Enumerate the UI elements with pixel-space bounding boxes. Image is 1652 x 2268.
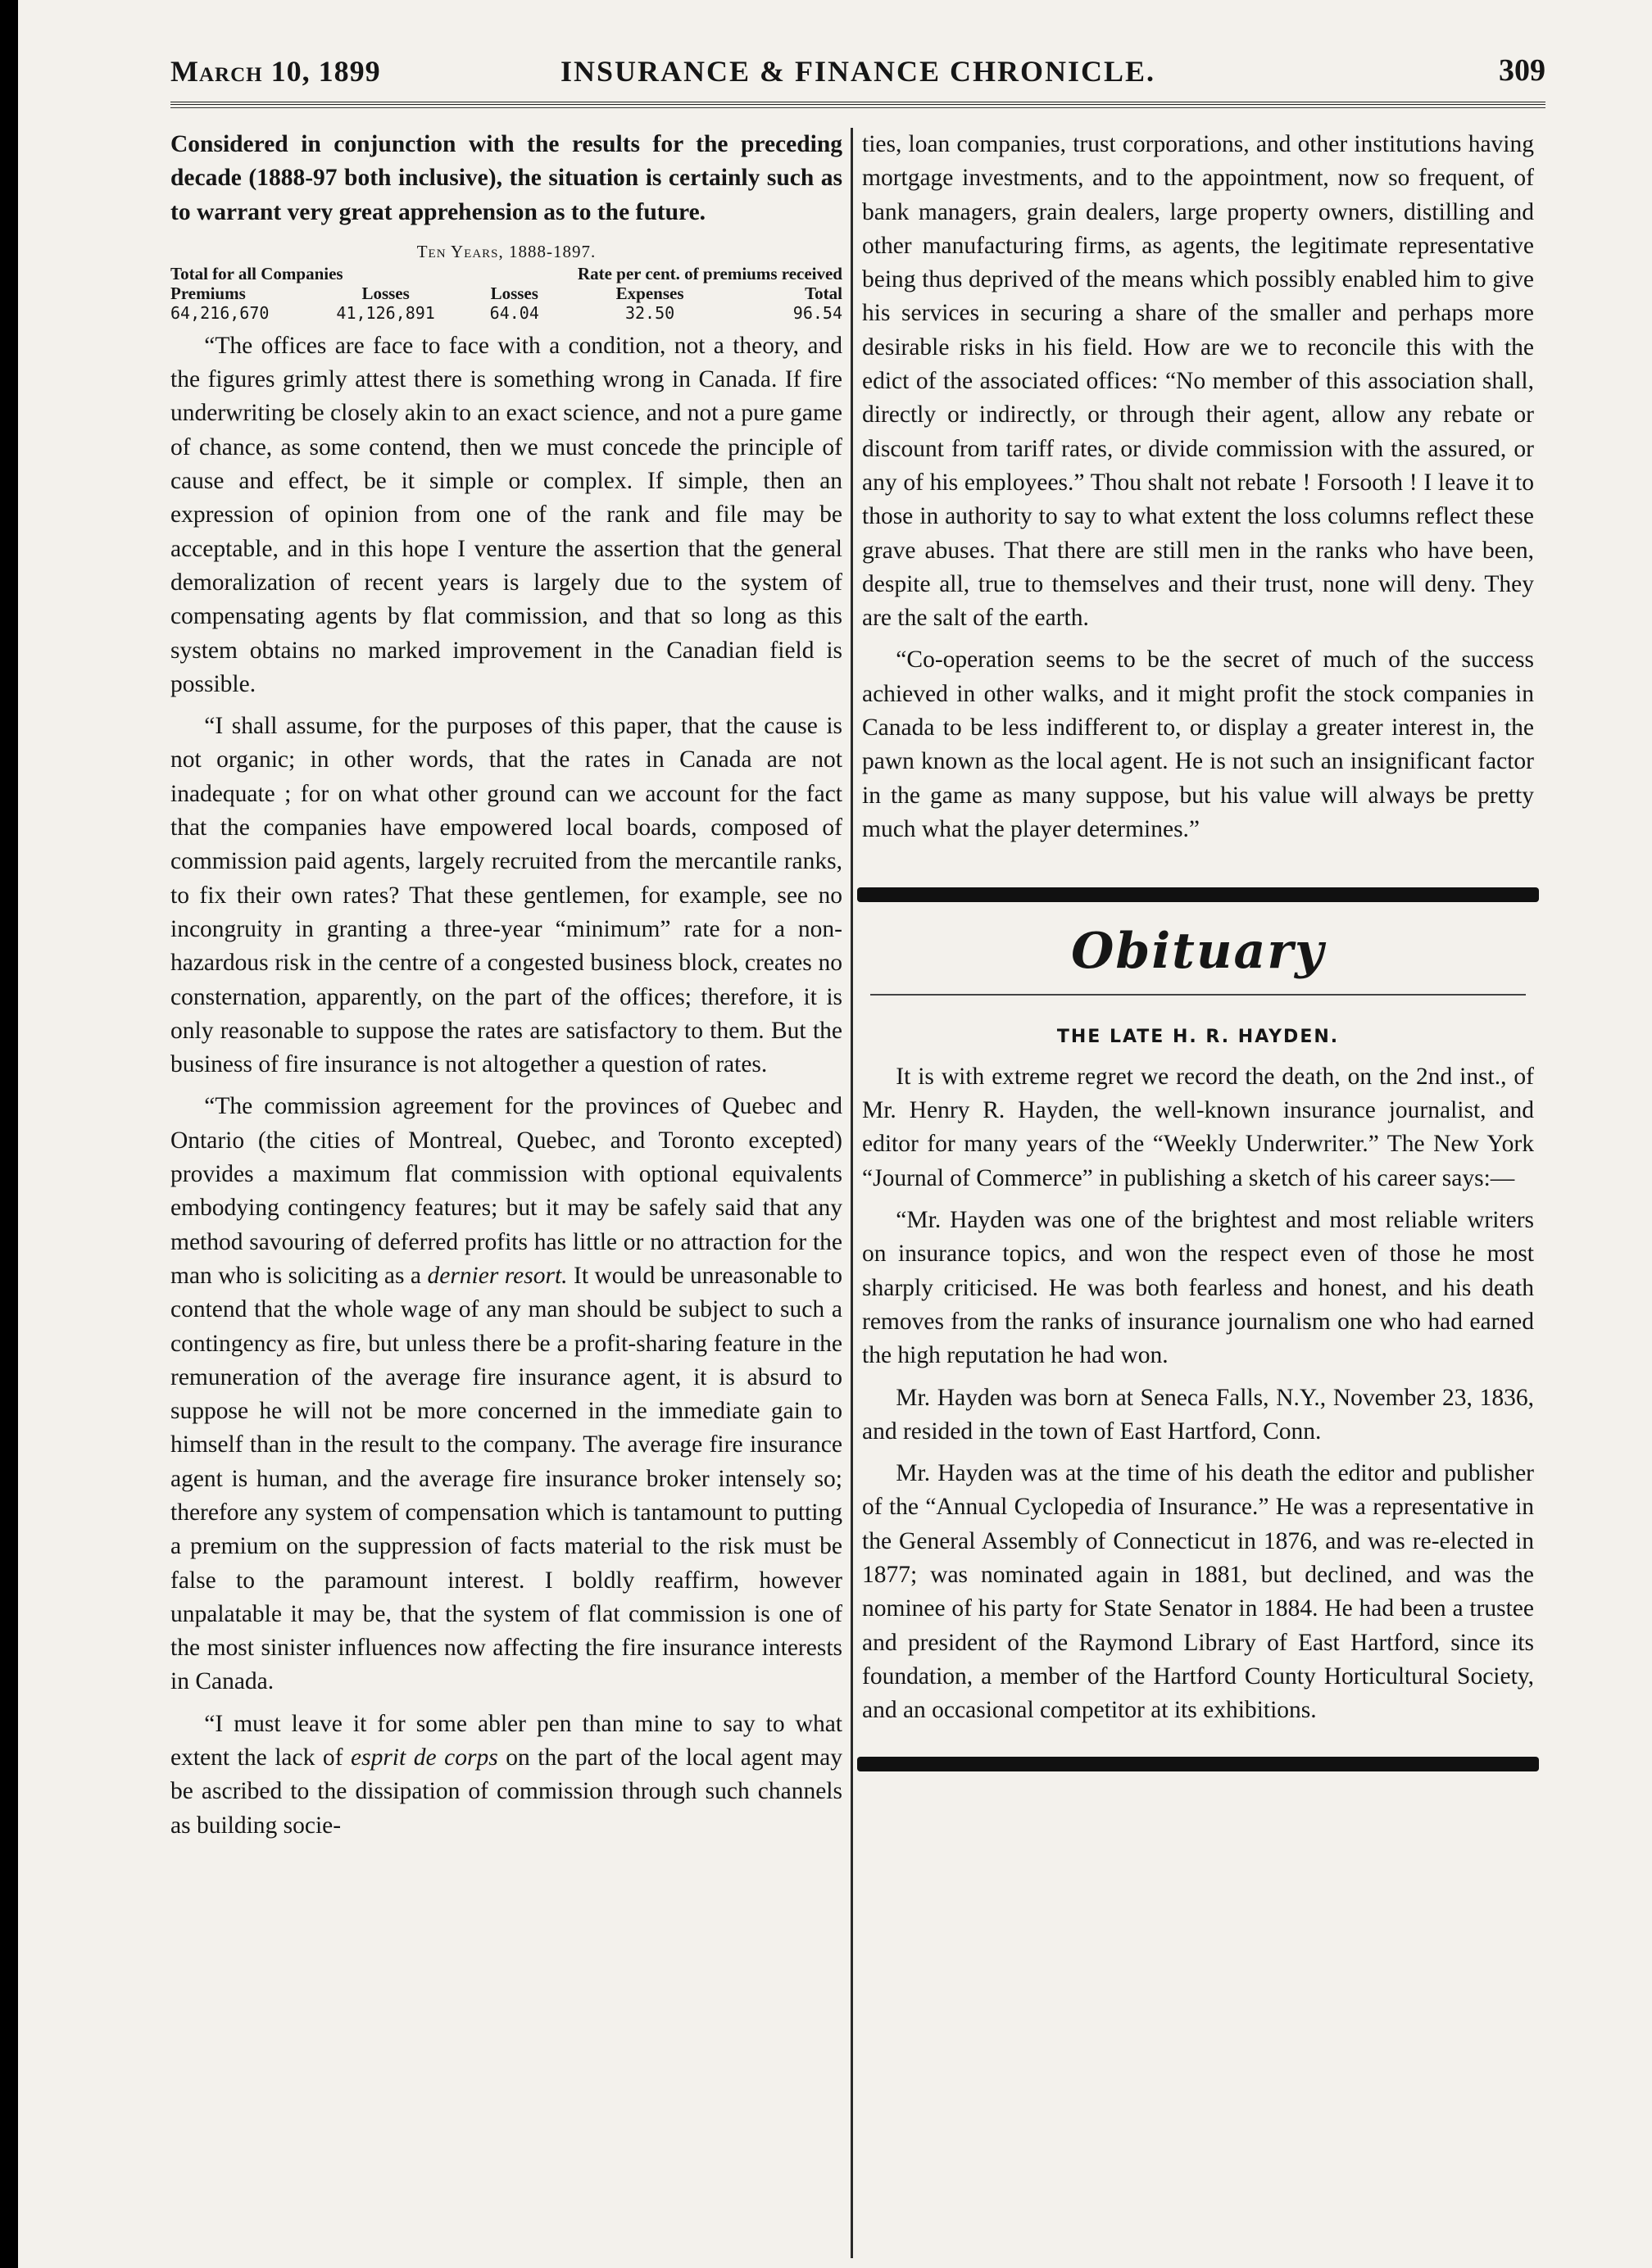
header-rule xyxy=(170,102,1545,108)
obituary-heading: Obituary xyxy=(1071,923,1325,981)
table-column-header: Expenses xyxy=(615,283,684,303)
heading-rule xyxy=(870,994,1526,996)
table-cell: 64.04 xyxy=(489,302,539,323)
paragraph-text: “I must leave it for some abler pen than mine to say to what extent the lack of xyxy=(170,1710,842,1771)
table-column-header: Premiums xyxy=(170,283,246,303)
obituary-paragraph: It is with extreme regret we record the death, on the 2nd inst., of Mr. Henry R. Hayden, the well-known insurance journalist, and editor for many years of the “Weekly Underwriter.” The New York “Journal of Commerce” in publishing a sketch of his career says:— xyxy=(862,1063,1534,1191)
table-title: Ten Years, 1888-1897. xyxy=(416,241,597,261)
article-paragraph xyxy=(170,1090,842,1699)
article-paragraph: “Co-operation seems to be the secret of much of the success achieved in other walks, and it might profit the stock companies in Canada to be less indifferent to, or display a greater interest in, the pawn known as the local agent. He is not such an insignificant factor in the game as many suppose, but his value will always be pretty much what the player determines.” xyxy=(862,646,1534,842)
intro-paragraph: Considered in conjunction with the results for the preceding decade (1888-97 both inclusive), the situation is certainly such as to warrant very great apprehension as to the future. xyxy=(170,131,842,225)
section-rule xyxy=(857,1757,1539,1771)
table-cell: 32.50 xyxy=(624,302,675,323)
right-column xyxy=(862,128,1534,1771)
paragraph-text: “The commission agreement for the provinces of Quebec and Ontario (the cities of Montreal, Quebec, and Toronto excepted) provides a maximum flat commission with optional equivalents embodying contingency features; but it may be safely said that any method savouring of deferred profits has little or no attraction for the man who is soliciting as a xyxy=(170,1093,842,1289)
obituary-paragraph: “Mr. Hayden was one of the brightest and most reliable writers on insurance topics, and won the respect even of those he most sharply criticised. He was both fearless and honest, and his death removes from the ranks of insurance journalism one who had earned the high reputation he had won. xyxy=(862,1207,1534,1369)
section-rule xyxy=(857,887,1539,902)
article-paragraph: “I shall assume, for the purposes of this paper, that the cause is not organic; in other words, that the rates in Canada are not inadequate ; for on what other ground can we account for the fact that the companies have empowered local boards, composed of commission paid agents, largely recruited from the mercantile ranks, to fix their own rates? That these gentlemen, for example, see no incongruity in granting a three-year “minimum” rate for a non-hazardous risk in the centre of a congested business block, creates no consternation, apparently, on the part of the offices; therefore, it is only reasonable to suppose the rates are satisfactory to them. But the business of fire insurance is not altogether a question of rates. xyxy=(170,713,842,1078)
publication-title: INSURANCE & FINANCE CHRONICLE. xyxy=(560,55,1156,88)
article-paragraph: ties, loan companies, trust corporations, and other institutions having mortgage investments, and to the appointment, now so frequent, of bank managers, grain dealers, large property owners, distilling and other manufacturing firms, as agents, the legitimate representative being thus deprived of the means which possibly enabled him to give his services in securing a share of the smaller and perhaps more desirable risks in his field. How are we to reconcile this with the edict of the associated offices: “No member of this association shall, directly or indirectly, or through their agent, allow any rebate or discount from tariff rates, or divide commission with the assured, or any of his employees.” Thou shalt not rebate ! Forsooth ! I leave it to those in authority to say to what extent the loss columns reflect these grave abuses. That there are still men in the ranks who have been, despite all, true to themselves and their trust, none will deny. They are the salt of the earth. xyxy=(862,131,1534,632)
page-number: 309 xyxy=(1499,53,1545,88)
obituary-paragraph: Mr. Hayden was at the time of his death the editor and publisher of the “Annual Cyclopedia of Insurance.” He was a representative in the General Assembly of Connecticut in 1876, and was re-elected in 1877; was nominated again in 1881, but declined, and was the nominee of his party for State Senator in 1884. He had been a trustee and president of the Raymond Library of East Hartford, since its foundation, a member of the Hartford County Horticultural Society, and an occasional competitor at its exhibitions. xyxy=(862,1460,1534,1724)
table-group-header: Rate per cent. of premiums received xyxy=(577,263,842,284)
column-divider xyxy=(851,128,853,2258)
left-column xyxy=(170,128,842,1843)
table-cell: 96.54 xyxy=(792,302,842,323)
obituary-subheading: THE LATE H. R. HAYDEN. xyxy=(1056,1026,1340,1047)
obituary-paragraph: Mr. Hayden was born at Seneca Falls, N.Y., November 23, 1836, and resided in the town of East Hartford, Conn. xyxy=(862,1384,1534,1445)
italic-phrase: esprit de corps xyxy=(351,1744,498,1771)
page-header xyxy=(170,48,1545,93)
paragraph-text: It would be unreasonable to contend that the whole wage of any man should be subject to such a contingency as fire, but unless there be a profit-sharing feature in the remuneration of the average fire insurance agent, it is absurd to suppose he will not be more concerned in the immediate gain to himself than in the result to the company. The average fire insurance agent is human, and the average fire insurance broker intensely so; therefore any system of compensation which is tantamount to putting a premium on the suppression of facts material to the risk must be false to the paramount interest. I boldly reaffirm, however unpalatable it may be, that the system of flat commission is one of the most sinister influences now affecting the fire insurance interests in Canada. xyxy=(170,1262,843,1695)
paragraph-text: on the part of the local agent may be ascribed to the dissipation of commission through such channels as building socie- xyxy=(170,1744,843,1839)
table-group-header: Total for all Companies xyxy=(170,263,343,284)
table-cell: 41,126,891 xyxy=(336,302,435,323)
table-column-header: Total xyxy=(805,283,842,303)
table-column-header: Losses xyxy=(361,283,410,303)
issue-date: March 10, 1899 xyxy=(170,55,381,88)
article-paragraph xyxy=(170,1708,842,1843)
statistics-table xyxy=(170,264,842,323)
newspaper-page xyxy=(18,0,1652,2268)
italic-phrase: dernier resort. xyxy=(427,1262,568,1289)
article-paragraph: “The offices are face to face with a condition, not a theory, and the figures grimly attest there is something wrong in Canada. If fire underwriting be closely akin to an exact science, and not a pure game of chance, as some contend, then we must concede the principle of cause and effect, be it simple or complex. If simple, then an expression of opinion from one of the rank and file may be acceptable, and in this hope I venture the assertion that the general demoralization of recent years is largely due to the system of compensating agents by flat commission, and that so long as this system obtains no marked improvement in the Canadian field is possible. xyxy=(170,332,842,697)
table-cell: 64,216,670 xyxy=(170,302,270,323)
table-column-header: Losses xyxy=(490,283,538,303)
